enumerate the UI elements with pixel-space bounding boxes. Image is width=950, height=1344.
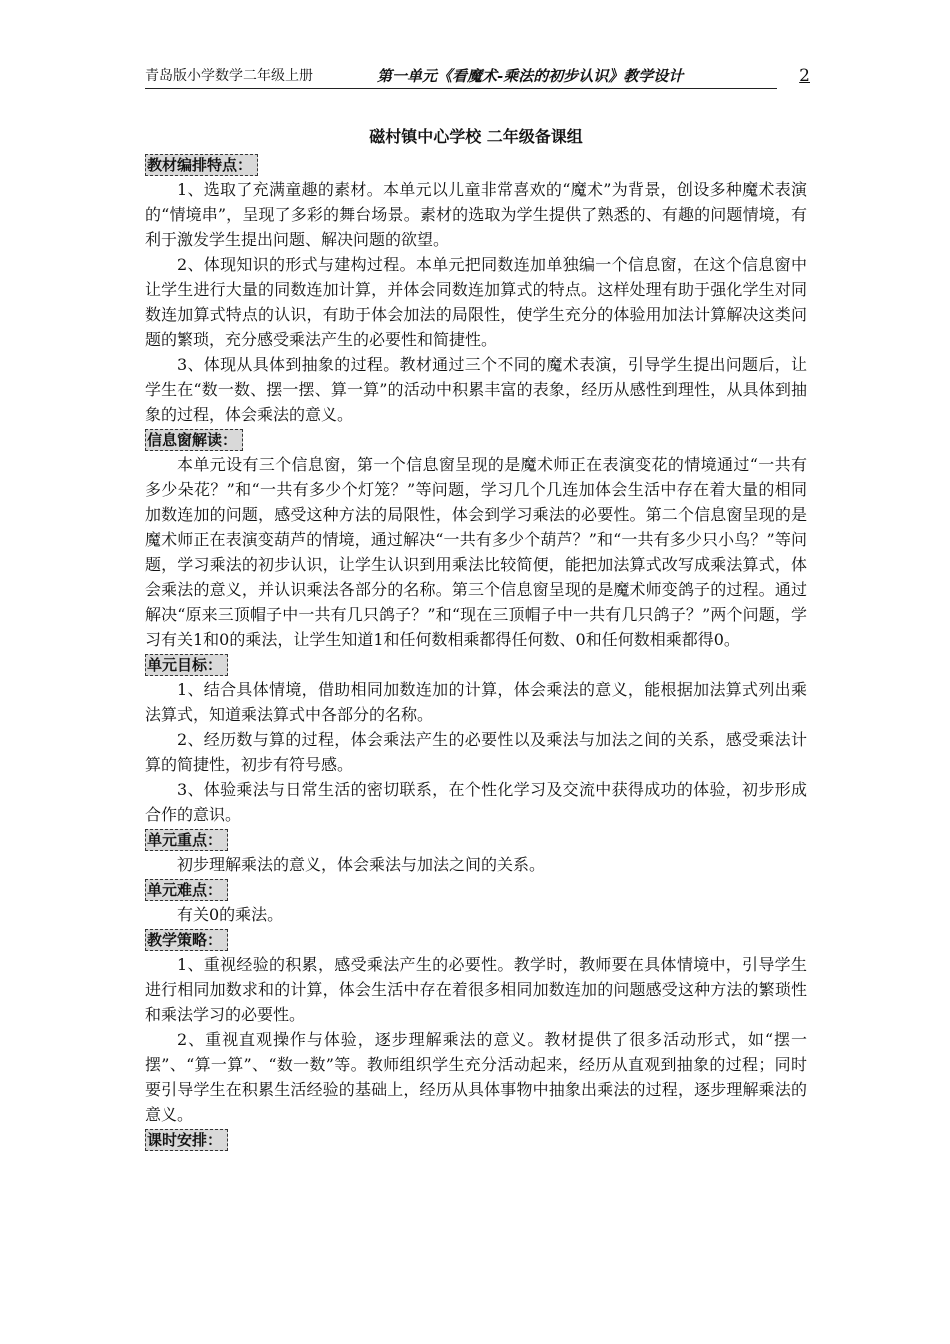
page-number: 2 xyxy=(799,66,810,86)
section-textbook-features xyxy=(145,152,807,427)
header-rule xyxy=(145,88,777,89)
paragraph: 初步理解乘法的意义，体会乘法与加法之间的关系。 xyxy=(177,855,546,874)
paragraph: 1、结合具体情境，借助相同加数连加的计算，体会乘法的意义，能根据加法算式列出乘法算式，知道乘法算式中各部分的名称。 xyxy=(145,680,807,724)
page-header xyxy=(145,62,810,92)
section-heading: 单元目标： xyxy=(145,654,228,676)
section-unit-difficulties xyxy=(145,877,807,927)
document-title: 磁村镇中心学校 二年级备课组 xyxy=(369,127,583,146)
paragraph: 2、重视直观操作与体验，逐步理解乘法的意义。教材提供了很多活动形式，如“摆一摆”、“算一算”、“数一数”等。教师组织学生充分活动起来，经历从直观到抽象的过程；同时要引导学生在积累生活经验的基础上，经历从具体事物中抽象出乘法的过程，逐步理解乘法的意义。 xyxy=(145,1030,807,1124)
section-heading: 单元难点： xyxy=(145,879,228,901)
paragraph: 本单元设有三个信息窗，第一个信息窗呈现的是魔术师正在表演变花的情境通过“一共有多少朵花？”和“一共有多少个灯笼？”等问题，学习几个几连加体会生活中存在着大量的相同加数连加的问题，感受这种方法的局限性，体会到学习乘法的必要性。第二个信息窗呈现的是魔术师正在表演变葫芦的情境，通过解决“一共有多少个葫芦？”和“一共有多少只小鸟？”等问题，学习乘法的初步认识，让学生认识到用乘法比较简便，能把加法算式改写成乘法算式，体会乘法的意义，并认识乘法各部分的名称。第三个信息窗呈现的是魔术师变鸽子的过程。通过解决“原来三顶帽子中一共有几只鸽子？”和“现在三顶帽子中一共有几只鸽子？”两个问题，学习有关1和0的乘法，让学生知道1和任何数相乘都得任何数、0和任何数相乘都得0。 xyxy=(145,455,807,649)
paragraph: 3、体验乘法与日常生活的密切联系，在个性化学习及交流中获得成功的体验，初步形成合作的意识。 xyxy=(145,780,807,824)
section-info-window xyxy=(145,427,807,652)
section-unit-key-points xyxy=(145,827,807,877)
header-unit-title: 第一单元《看魔术-乘法的初步认识》教学设计 xyxy=(377,67,684,85)
document-body xyxy=(145,124,807,1152)
section-heading: 课时安排： xyxy=(145,1129,228,1151)
section-lesson-schedule xyxy=(145,1127,807,1152)
section-teaching-strategy xyxy=(145,927,807,1127)
paragraph: 有关0的乘法。 xyxy=(177,905,284,924)
paragraph: 2、体现知识的形式与建构过程。本单元把同数连加单独编一个信息窗，在这个信息窗中让学生进行大量的同数连加计算，并体会同数连加算式的特点。这样处理有助于强化学生对同数连加算式特点的认识，有助于体会加法的局限性，使学生充分的体验用加法计算解决这类问题的繁琐，充分感受乘法产生的必要性和简捷性。 xyxy=(145,255,807,349)
section-heading: 教学策略： xyxy=(145,929,228,951)
paragraph: 3、体现从具体到抽象的过程。教材通过三个不同的魔术表演，引导学生提出问题后，让学生在“数一数、摆一摆、算一算”的活动中积累丰富的表象，经历从感性到理性，从具体到抽象的过程，体会乘法的意义。 xyxy=(145,355,807,424)
section-unit-goals xyxy=(145,652,807,827)
section-heading: 教材编排特点： xyxy=(145,154,258,176)
paragraph: 1、重视经验的积累，感受乘法产生的必要性。教学时，教师要在具体情境中，引导学生进行相同加数求和的计算，体会生活中存在着很多相同加数连加的问题感受这种方法的繁琐性和乘法学习的必要性。 xyxy=(145,955,807,1024)
section-heading: 单元重点： xyxy=(145,829,228,851)
paragraph: 2、经历数与算的过程，体会乘法产生的必要性以及乘法与加法之间的关系，感受乘法计算的简捷性，初步有符号感。 xyxy=(145,730,807,774)
paragraph: 1、选取了充满童趣的素材。本单元以儿童非常喜欢的“魔术”为背景，创设多种魔术表演的“情境串”，呈现了多彩的舞台场景。素材的选取为学生提供了熟悉的、有趣的问题情境，有利于激发学生提出问题、解决问题的欲望。 xyxy=(145,180,807,249)
section-heading: 信息窗解读： xyxy=(145,429,243,451)
header-book-title: 青岛版小学数学二年级上册 xyxy=(145,68,313,84)
